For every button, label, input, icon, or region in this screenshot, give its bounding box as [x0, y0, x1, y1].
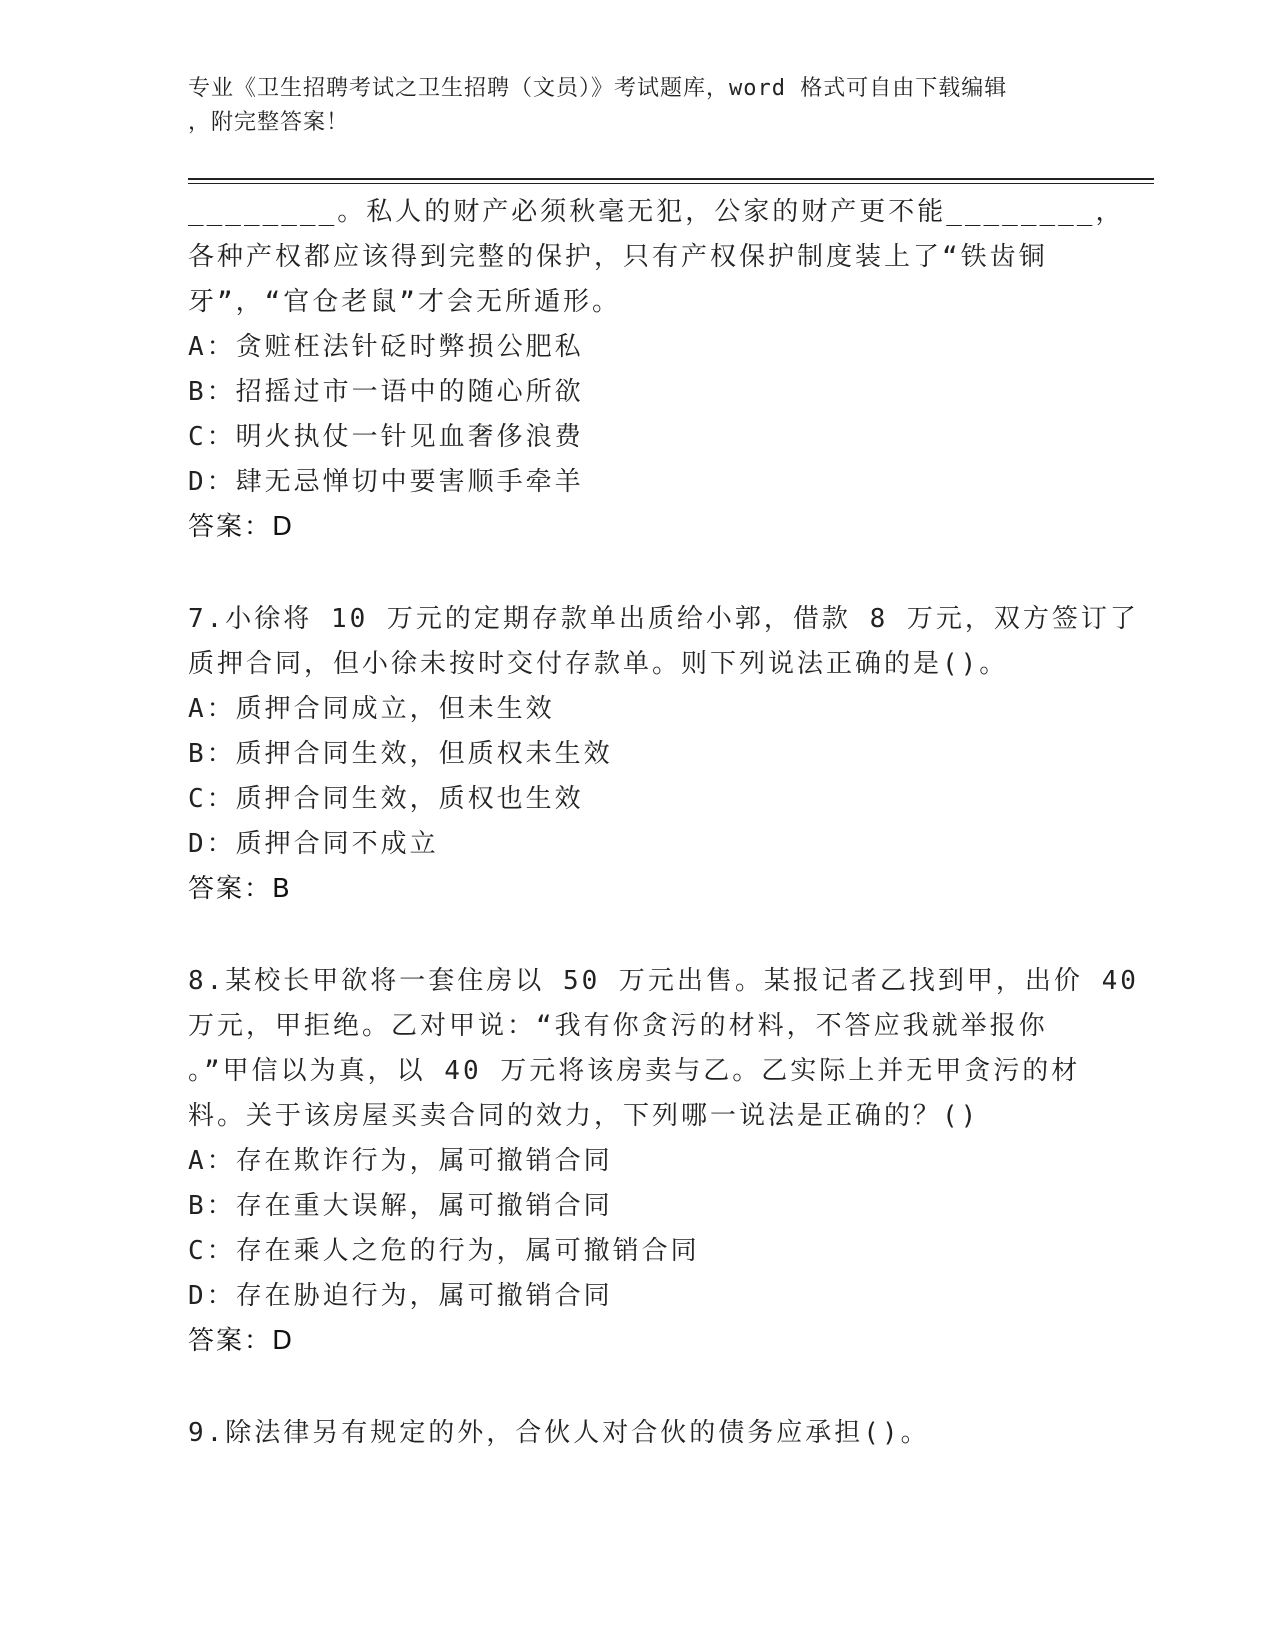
option-a: A：质押合同成立，但未生效 — [188, 694, 555, 724]
question-gap — [188, 912, 1088, 959]
option-c: C：明火执仗一针见血奢侈浪费 — [188, 422, 584, 452]
option-b: B：招摇过市一语中的随心所欲 — [188, 377, 584, 407]
question-stem-line: 质押合同，但小徐未按时交付存款单。则下列说法正确的是()。 — [188, 649, 1009, 679]
header-divider-thin — [188, 183, 1154, 184]
question-stem-line: ________。私人的财产必须秋毫无犯，公家的财产更不能________， — [188, 197, 1125, 227]
question-stem-line: 牙”，“官仓老鼠”才会无所遁形。 — [188, 287, 621, 317]
header-line-1: 专业《卫生招聘考试之卫生招聘（文员）》考试题库，word 格式可自由下载编辑 — [188, 76, 1008, 101]
answer-label: 答案：B — [188, 874, 292, 904]
question-stem-line: 7.小徐将 10 万元的定期存款单出质给小郭，借款 8 万元，双方签订了 — [188, 604, 1139, 634]
question-gap — [188, 550, 1088, 597]
question-stem-line: 料。关于该房屋买卖合同的效力，下列哪一说法是正确的？() — [188, 1101, 980, 1131]
option-d: D：肆无忌惮切中要害顺手牵羊 — [188, 467, 584, 497]
option-b: B：存在重大误解，属可撤销合同 — [188, 1191, 613, 1221]
option-d: D：存在胁迫行为，属可撤销合同 — [188, 1281, 613, 1311]
answer-label: 答案：D — [188, 1326, 295, 1356]
option-c: C：存在乘人之危的行为，属可撤销合同 — [188, 1236, 700, 1266]
question-stem-line: 8.某校长甲欲将一套住房以 50 万元出售。某报记者乙找到甲，出价 40 — [188, 966, 1139, 996]
question-8 — [188, 959, 1139, 1364]
question-7 — [188, 597, 1139, 912]
question-6 — [188, 190, 1125, 550]
question-stem-line: 万元，甲拒绝。乙对甲说：“我有你贪污的材料，不答应我就举报你 — [188, 1011, 1048, 1041]
question-stem-line: 。”甲信以为真，以 40 万元将该房卖与乙。乙实际上并无甲贪污的材 — [188, 1056, 1081, 1086]
question-gap — [188, 1364, 1088, 1411]
option-b: B：质押合同生效，但质权未生效 — [188, 739, 613, 769]
header-divider-thick — [188, 178, 1154, 180]
question-list — [188, 190, 1139, 1456]
header-line-2: ，附完整答案！ — [188, 110, 350, 135]
option-c: C：质押合同生效，质权也生效 — [188, 784, 584, 814]
question-9 — [188, 1411, 1088, 1456]
option-a: A：存在欺诈行为，属可撤销合同 — [188, 1146, 613, 1176]
answer-label: 答案：D — [188, 512, 295, 542]
document-header — [188, 72, 1108, 140]
option-a: A：贪赃枉法针砭时弊损公肥私 — [188, 332, 584, 362]
question-stem-line: 各种产权都应该得到完整的保护，只有产权保护制度装上了“铁齿铜 — [188, 242, 1048, 272]
question-stem-line: 9.除法律另有规定的外，合伙人对合伙的债务应承担()。 — [188, 1418, 930, 1448]
option-d: D：质押合同不成立 — [188, 829, 439, 859]
